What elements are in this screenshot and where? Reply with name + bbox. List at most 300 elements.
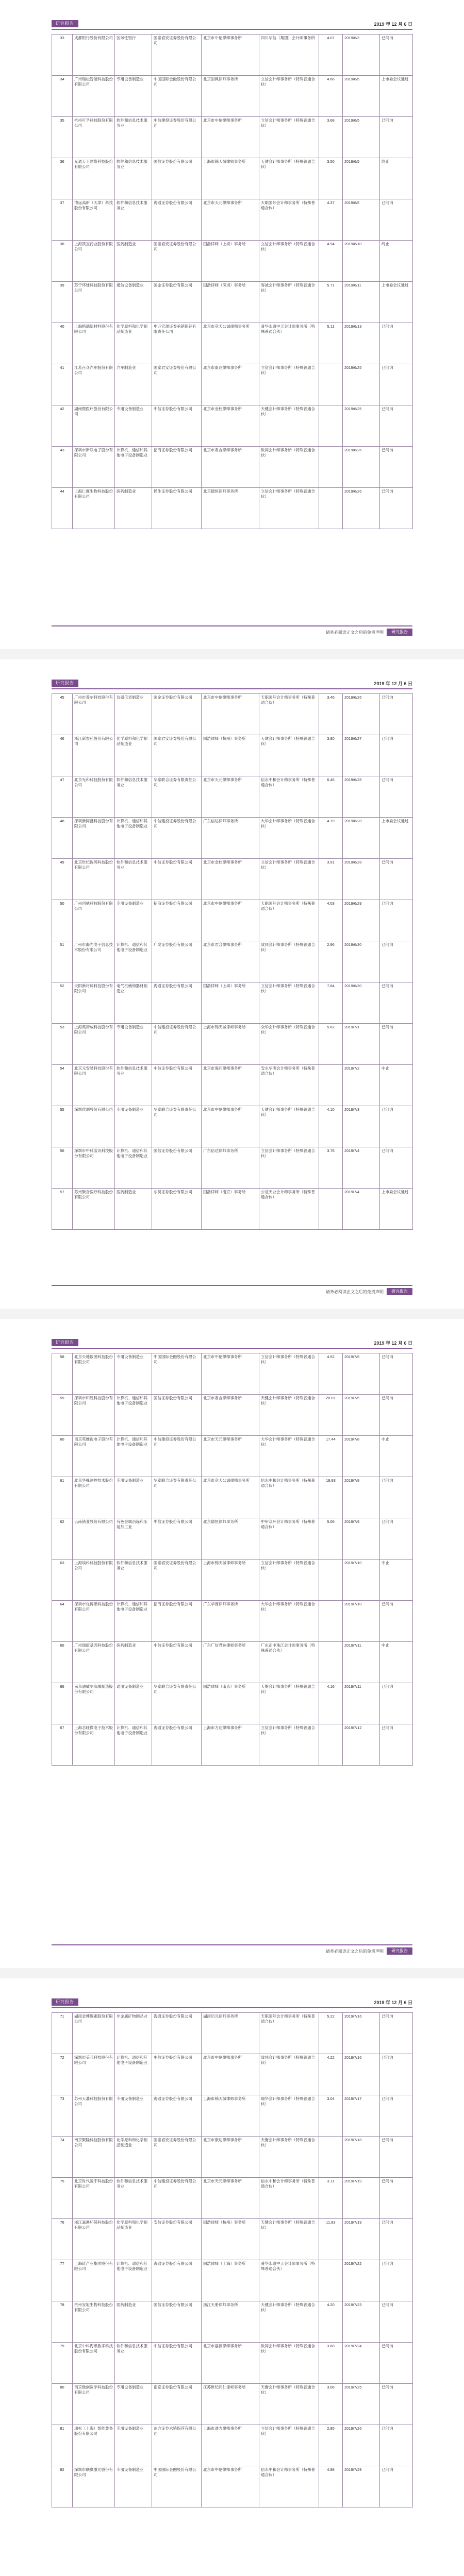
amount [319,1642,343,1683]
amount: 4.94 [319,241,343,282]
row-index: 42 [52,405,73,447]
sponsor: 国信证券股份有限公司 [152,1395,202,1436]
company-name: 北京华峰测控技术股份有限公司 [73,1477,115,1518]
sponsor: 中信建投证券股份有限公司 [152,1436,202,1477]
row-index: 50 [52,900,73,941]
law-firm: 北京市中伦律师事务所 [202,694,259,735]
page-2 [0,659,464,1309]
status: 中止 [380,1642,413,1683]
accept-date: 2019/7/29 [343,2466,380,2507]
amount [319,1560,343,1601]
accounting-firm: 信永中和会计师事务所（特殊普通合伙） [259,2178,319,2219]
row-index: 33 [52,35,73,76]
accept-date: 2019/6/27 [343,735,380,776]
accounting-firm: 立信会计师事务所（特殊普通合伙） [259,2425,319,2466]
table-row [52,2301,413,2343]
page-header [52,678,412,689]
company-name: 南京英维视电子股份有限公司 [73,1436,115,1477]
industry: 医药制造业 [115,488,152,529]
amount: 6.46 [319,776,343,818]
company-name: 深圳市联赢激光股份有限公司 [73,2466,115,2507]
table-row [52,35,413,76]
sponsor: 国泰君安证券股份有限公司 [152,35,202,76]
amount: 4.10 [319,1106,343,1147]
table-row [52,776,413,818]
row-index: 38 [52,241,73,282]
company-name: 苏宁环球科技股份有限公司 [73,282,115,323]
company-name: 北京世纪数码科技股份有限公司 [73,859,115,900]
sponsor: 广发证券股份有限公司 [152,941,202,982]
accounting-firm: 天健会计师事务所（特殊普通合伙） [259,2219,319,2260]
amount: 3.68 [319,117,343,158]
accounting-firm: 普华永道中天会计师事务所（特殊普通合伙） [259,2260,319,2301]
table-row [52,694,413,735]
company-name: 上海英诺威科技股份有限公司 [73,1024,115,1065]
table-row [52,2466,413,2507]
company-name: 北京时代凌宇科技股份有限公司 [73,2178,115,2219]
row-index: 73 [52,2095,73,2137]
company-name: 深圳市新联电子股份有限公司 [73,447,115,488]
law-firm: 北京市海问律师事务所 [202,1065,259,1106]
row-index: 76 [52,2219,73,2260]
row-index: 79 [52,2343,73,2384]
company-name: 天阳新材料科技股份有限公司 [73,982,115,1024]
status: 已问询 [380,2013,413,2054]
amount: 3.11 [319,2178,343,2219]
amount [319,1724,343,1766]
law-firm: 上海市锦天城律师事务所 [202,2095,259,2137]
amount: 4.03 [319,900,343,941]
row-index: 39 [52,282,73,323]
law-firm: 上海市锦天城律师事务所 [202,1560,259,1601]
accept-date: 2019/6/13 [343,323,380,364]
row-index: 80 [52,2384,73,2425]
status: 已问询 [380,982,413,1024]
company-name: 杭州可孚科技股份有限公司 [73,117,115,158]
industry: 专用设备制造业 [115,1353,152,1395]
sponsor: 中国国际金融股份有限公司 [152,76,202,117]
sponsor: 国泰君安证券股份有限公司 [152,364,202,405]
amount: 4.37 [319,199,343,241]
accept-date: 2019/6/26 [343,488,380,529]
sponsor: 中信证券股份有限公司 [152,405,202,447]
accept-date: 2019/6/5 [343,158,380,199]
accept-date: 2019/6/28 [343,776,380,818]
row-index: 47 [52,776,73,818]
company-name: 清远高新（天津）科技股份有限公司 [73,199,115,241]
status: 已问询 [380,488,413,529]
sponsor: 东吴证券股份有限公司 [152,1189,202,1230]
company-name: 上海芯旺微电子技术股份有限公司 [73,1724,115,1766]
table-row [52,2425,413,2466]
sponsor: 招商证券股份有限公司 [152,1601,202,1642]
industry: 非金属矿物制品业 [115,2013,152,2054]
row-index: 37 [52,199,73,241]
law-firm: 国浩律师（上海）事务所 [202,2260,259,2301]
sponsor: 国金证券股份有限公司 [152,282,202,323]
row-index: 60 [52,1436,73,1477]
table-row [52,2013,413,2054]
brand-badge: 研究报告 [52,1998,78,2006]
sponsor: 国信证券股份有限公司 [152,1147,202,1189]
amount: 20.01 [319,1395,343,1436]
table-row [52,735,413,776]
law-firm: 上海市锦天城律师事务所 [202,158,259,199]
accounting-firm: 天健会计师事务所（特殊普通合伙） [259,1106,319,1147]
industry: 软件和信息技术服务业 [115,158,152,199]
amount: 3.50 [319,158,343,199]
law-firm: 北京市君合律师事务所 [202,941,259,982]
law-firm: 北京市康达律师事务所 [202,364,259,405]
table-row [52,941,413,982]
accept-date: 2019/7/4 [343,1147,380,1189]
company-name: 上海凯宝药业股份有限公司 [73,241,115,282]
law-firm: 浙江天册律师事务所 [202,2301,259,2343]
industry: 软件和信息技术服务业 [115,2343,152,2384]
law-firm: 北京市天元律师事务所 [202,199,259,241]
company-name: 深圳市优博讯科技股份有限公司 [73,1601,115,1642]
row-index: 49 [52,859,73,900]
table-row [52,1395,413,1436]
page-1 [0,0,464,649]
law-firm: 北京市天元律师事务所 [202,1436,259,1477]
law-firm: 北京市君合律师事务所 [202,447,259,488]
industry: 区域性银行 [115,35,152,76]
status: 已问询 [380,1395,413,1436]
amount [319,488,343,529]
table-row [52,447,413,488]
table-row [52,1106,413,1147]
status: 已问询 [380,364,413,405]
amount: 5.22 [319,2013,343,2054]
accounting-firm: 众华会计师事务所（特殊普通合伙） [259,1024,319,1065]
row-index: 54 [52,1065,73,1106]
sponsor: 安信证券股份有限公司 [152,2219,202,2260]
industry: 化学原料和化学制品制造业 [115,735,152,776]
company-name: 成都银行股份有限公司 [73,35,115,76]
row-index: 63 [52,1560,73,1601]
accept-date: 2019/7/10 [343,1601,380,1642]
ipo-table-page-1 [52,34,413,529]
table-row [52,199,413,241]
ipo-table-page-4 [52,2012,413,2507]
industry: 专用设备制造业 [115,1477,152,1518]
accounting-firm: 天衡会计师事务所（特殊普通合伙） [259,2137,319,2178]
amount [319,447,343,488]
page-footer [52,1285,412,1296]
accounting-firm: 致同会计师事务所（特殊普通合伙） [259,447,319,488]
accounting-firm: 中审众环会计师事务所（特殊普通合伙） [259,1518,319,1560]
accounting-firm: 立信会计师事务所（特殊普通合伙） [259,1724,319,1766]
law-firm: 北京市中伦律师事务所 [202,2054,259,2095]
industry: 医药制造业 [115,1642,152,1683]
footer-badge: 研究报告 [387,1288,412,1295]
industry: 计算机、通信和其他电子设备制造业 [115,1147,152,1189]
accept-date: 2019/7/26 [343,2425,380,2466]
industry: 计算机、通信和其他电子设备制造业 [115,1724,152,1766]
table-row [52,488,413,529]
company-name: 浙江嘉澳环保科技股份有限公司 [73,2219,115,2260]
law-firm: 北京德恒律师事务所 [202,488,259,529]
law-firm: 北京市君合律师事务所 [202,1395,259,1436]
sponsor: 海通证券股份有限公司 [152,2260,202,2301]
industry: 软件和信息技术服务业 [115,2178,152,2219]
amount: 3.04 [319,2095,343,2137]
company-name: 广州创驰科技股份有限公司 [73,900,115,941]
industry: 专用设备制造业 [115,1024,152,1065]
page-3 [0,1319,464,1968]
amount: 3.91 [319,859,343,900]
status: 已问询 [380,1353,413,1395]
accounting-firm: 立信会计师事务所（特殊普通合伙） [259,117,319,158]
law-firm: 北京德恒律师事务所 [202,1518,259,1560]
accounting-firm: 天健会计师事务所（特殊普通合伙） [259,2301,319,2343]
accept-date: 2019/6/10 [343,241,380,282]
law-firm: 湖南启元律师事务所 [202,2013,259,2054]
law-firm: 国浩律师（上海）事务所 [202,241,259,282]
status: 终止 [380,158,413,199]
industry: 有色金属冶炼和压延加工业 [115,1518,152,1560]
accounting-firm: 信永中和会计师事务所（特殊普通合伙） [259,776,319,818]
company-name: 云南锗业股份有限公司 [73,1518,115,1560]
row-index: 46 [52,735,73,776]
amount [319,1601,343,1642]
status: 已问询 [380,1518,413,1560]
status: 已问询 [380,1477,413,1518]
table-row [52,2219,413,2260]
law-firm: 北京市康达律师事务所 [202,2137,259,2178]
industry: 通信设备制造业 [115,282,152,323]
industry: 计算机、通信和其他电子设备制造业 [115,447,152,488]
status: 已问询 [380,1683,413,1724]
accounting-firm: 瑞华会计师事务所（特殊普通合伙） [259,2095,319,2137]
law-firm: 北京市金杜律师事务所 [202,859,259,900]
law-firm: 上海市方达律师事务所 [202,1724,259,1766]
company-name: 深圳市美芯科技股份有限公司 [73,2054,115,2095]
amount: 3.68 [319,2343,343,2384]
page-footer [52,1944,412,1956]
company-name: 瑞松（上海）智能装备股份有限公司 [73,2425,115,2466]
accounting-firm: 立信会计师事务所（特殊普通合伙） [259,1353,319,1395]
accept-date: 2019/7/16 [343,2054,380,2095]
footer-badge: 研究报告 [387,1947,412,1955]
law-firm: 北京市竞天公诚律师事务所 [202,323,259,364]
status: 已问询 [380,941,413,982]
status: 已问询 [380,1024,413,1065]
amount: 4.88 [319,2466,343,2507]
industry: 化学原料和化学制品制造业 [115,2137,152,2178]
law-firm: 国浩律师（杭州）事务所 [202,735,259,776]
table-row [52,2054,413,2095]
accounting-firm: 公证天业会计师事务所（特殊普通合伙） [259,1189,319,1230]
table-row [52,2343,413,2384]
table-row [52,117,413,158]
sponsor: 华泰联合证券有限责任公司 [152,1106,202,1147]
accept-date: 2019/7/24 [343,2343,380,2384]
table-row [52,818,413,859]
row-index: 58 [52,1353,73,1395]
company-name: 北京中科海讯数字科技股份有限公司 [73,2343,115,2384]
company-name: 光通天下网络科技股份有限公司 [73,158,115,199]
table-row [52,1601,413,1642]
footer-badge: 研究报告 [387,629,412,636]
company-name: 广州市普尔科技股份有限公司 [73,694,115,735]
accept-date: 2019/6/30 [343,941,380,982]
report-date: 2019 年 12 月 6 日 [374,1341,412,1346]
accept-date: 2019/7/2 [343,1065,380,1106]
accounting-firm: 容诚会计师事务所（特殊普通合伙） [259,282,319,323]
company-name: 广州瑞康基因科技股份有限公司 [73,1642,115,1683]
table-row [52,282,413,323]
company-name: 湖南金博碳素股份有限公司 [73,2013,115,2054]
accept-date: 2019/6/30 [343,982,380,1024]
accept-date: 2019/7/9 [343,1518,380,1560]
accept-date: 2019/6/5 [343,76,380,117]
accounting-firm: 天职国际会计师事务所（特殊普通合伙） [259,199,319,241]
industry: 软件和信息技术服务业 [115,776,152,818]
status: 已问询 [380,776,413,818]
law-firm: 北京市竞天公诚律师事务所 [202,1477,259,1518]
table-row [52,1353,413,1395]
disclaimer-note: 请务必阅读正文之后的免责声明 [326,1949,384,1954]
accept-date: 2019/7/19 [343,2178,380,2219]
sponsor: 华泰联合证券有限责任公司 [152,776,202,818]
amount: 4.19 [319,818,343,859]
amount: 3.06 [319,2384,343,2425]
industry: 计算机、通信和其他电子设备制造业 [115,818,152,859]
amount: 19.93 [319,1477,343,1518]
status: 已问询 [380,1147,413,1189]
status: 已问询 [380,2095,413,2137]
table-row [52,1560,413,1601]
status: 已问询 [380,2343,413,2384]
accounting-firm: 大华会计师事务所（特殊普通合伙） [259,818,319,859]
report-date: 2019 年 12 月 6 日 [374,2000,412,2005]
page-header [52,1337,412,1349]
table-row [52,859,413,900]
law-firm: 广东信达律师事务所 [202,818,259,859]
page-footer [52,625,412,637]
row-index: 71 [52,2013,73,2054]
table-row [52,405,413,447]
company-name: 杭州安旭生物科技股份有限公司 [73,2301,115,2343]
brand-badge: 研究报告 [52,680,78,687]
status: 已问询 [380,2054,413,2095]
law-firm: 国浩律师（南京）事务所 [202,1683,259,1724]
accept-date: 2019/7/8 [343,1436,380,1477]
sponsor: 中信证券股份有限公司 [152,1065,202,1106]
industry: 专用设备制造业 [115,900,152,941]
law-firm: 北京市中伦律师事务所 [202,1353,259,1395]
table-row [52,2178,413,2219]
law-firm: 北京市中伦律师事务所 [202,117,259,158]
row-index: 51 [52,941,73,982]
company-name: 南京聚隆科技股份有限公司 [73,2137,115,2178]
law-firm: 国浩律师（深圳）事务所 [202,282,259,323]
accounting-firm: 天健会计师事务所（特殊普通合伙） [259,1395,319,1436]
status: 上市委会议通过 [380,282,413,323]
company-name: 南京迪威尔高端制造股份有限公司 [73,1683,115,1724]
law-firm: 北京市中伦律师事务所 [202,2466,259,2507]
table-row [52,2095,413,2137]
disclaimer-note: 请务必阅读正文之后的免责声明 [326,630,384,635]
sponsor: 国金证券股份有限公司 [152,694,202,735]
row-index: 43 [52,447,73,488]
accounting-firm: 致同会计师事务所（特殊普通合伙） [259,941,319,982]
accounting-firm: 天职国际会计师事务所（特殊普通合伙） [259,2013,319,2054]
amount: 5.62 [319,1024,343,1065]
industry: 医药制造业 [115,2301,152,2343]
accounting-firm: 安永华明会计师事务所（特殊普通合伙） [259,1065,319,1106]
sponsor: 招商证券股份有限公司 [152,447,202,488]
status: 已问询 [380,2466,413,2507]
accounting-firm: 立信会计师事务所（特殊普通合伙） [259,1147,319,1189]
row-index: 72 [52,2054,73,2095]
accept-date: 2019/6/26 [343,694,380,735]
amount: 3.76 [319,1147,343,1189]
company-name: 深圳优测股份有限公司 [73,1106,115,1147]
sponsor: 国泰君安证券股份有限公司 [152,241,202,282]
accept-date: 2019/7/22 [343,2260,380,2301]
row-index: 66 [52,1683,73,1724]
sponsor: 海通证券股份有限公司 [152,2013,202,2054]
status: 已问询 [380,447,413,488]
sponsor: 申万宏源证券承销保荐有限责任公司 [152,323,202,364]
status: 已问询 [380,323,413,364]
company-name: 上海硅产业集团股份有限公司 [73,2260,115,2301]
table-row [52,982,413,1024]
amount: 5.06 [319,1518,343,1560]
company-name: 浙江新农药股份有限公司 [73,735,115,776]
status: 已问询 [380,199,413,241]
row-index: 40 [52,323,73,364]
status: 已问询 [380,694,413,735]
law-firm: 国浩律师（杭州）事务所 [202,2219,259,2260]
amount: 4.07 [319,35,343,76]
amount [319,1189,343,1230]
disclaimer-note: 请务必阅读正文之后的免责声明 [326,1290,384,1294]
accounting-firm: 信永中和会计师事务所（特殊普通合伙） [259,1477,319,1518]
table-row [52,2260,413,2301]
accept-date: 2019/6/28 [343,818,380,859]
accounting-firm: 立信会计师事务所（特殊普通合伙） [259,76,319,117]
accept-date: 2019/6/5 [343,117,380,158]
accounting-firm: 天衡会计师事务所（特殊普通合伙） [259,1683,319,1724]
status: 已问询 [380,735,413,776]
accept-date: 2019/7/25 [343,2384,380,2425]
amount [319,364,343,405]
sponsor: 中信建投证券股份有限公司 [152,2178,202,2219]
industry: 计算机、通信和其他电子设备制造业 [115,1395,152,1436]
sponsor: 国信证券股份有限公司 [152,2301,202,2343]
accounting-firm: 天健会计师事务所（特殊普通合伙） [259,735,319,776]
row-index: 64 [52,1601,73,1642]
row-index: 59 [52,1395,73,1436]
law-firm: 广东信达律师事务所 [202,1147,259,1189]
industry: 计算机、通信和其他电子设备制造业 [115,1601,152,1642]
row-index: 65 [52,1642,73,1683]
industry: 电气机械和器材制造业 [115,982,152,1024]
sponsor: 南京证券股份有限公司 [152,2384,202,2425]
table-row [52,1724,413,1766]
accounting-firm: 立信会计师事务所（特殊普通合伙） [259,364,319,405]
law-firm: 北京国枫律师事务所 [202,76,259,117]
accept-date: 2019/6/3 [343,35,380,76]
sponsor: 中信建投证券股份有限公司 [152,117,202,158]
company-name: 上海仁度生物科技股份有限公司 [73,488,115,529]
sponsor: 民生证券股份有限公司 [152,488,202,529]
company-name: 南京微创医学科技股份有限公司 [73,2384,115,2425]
